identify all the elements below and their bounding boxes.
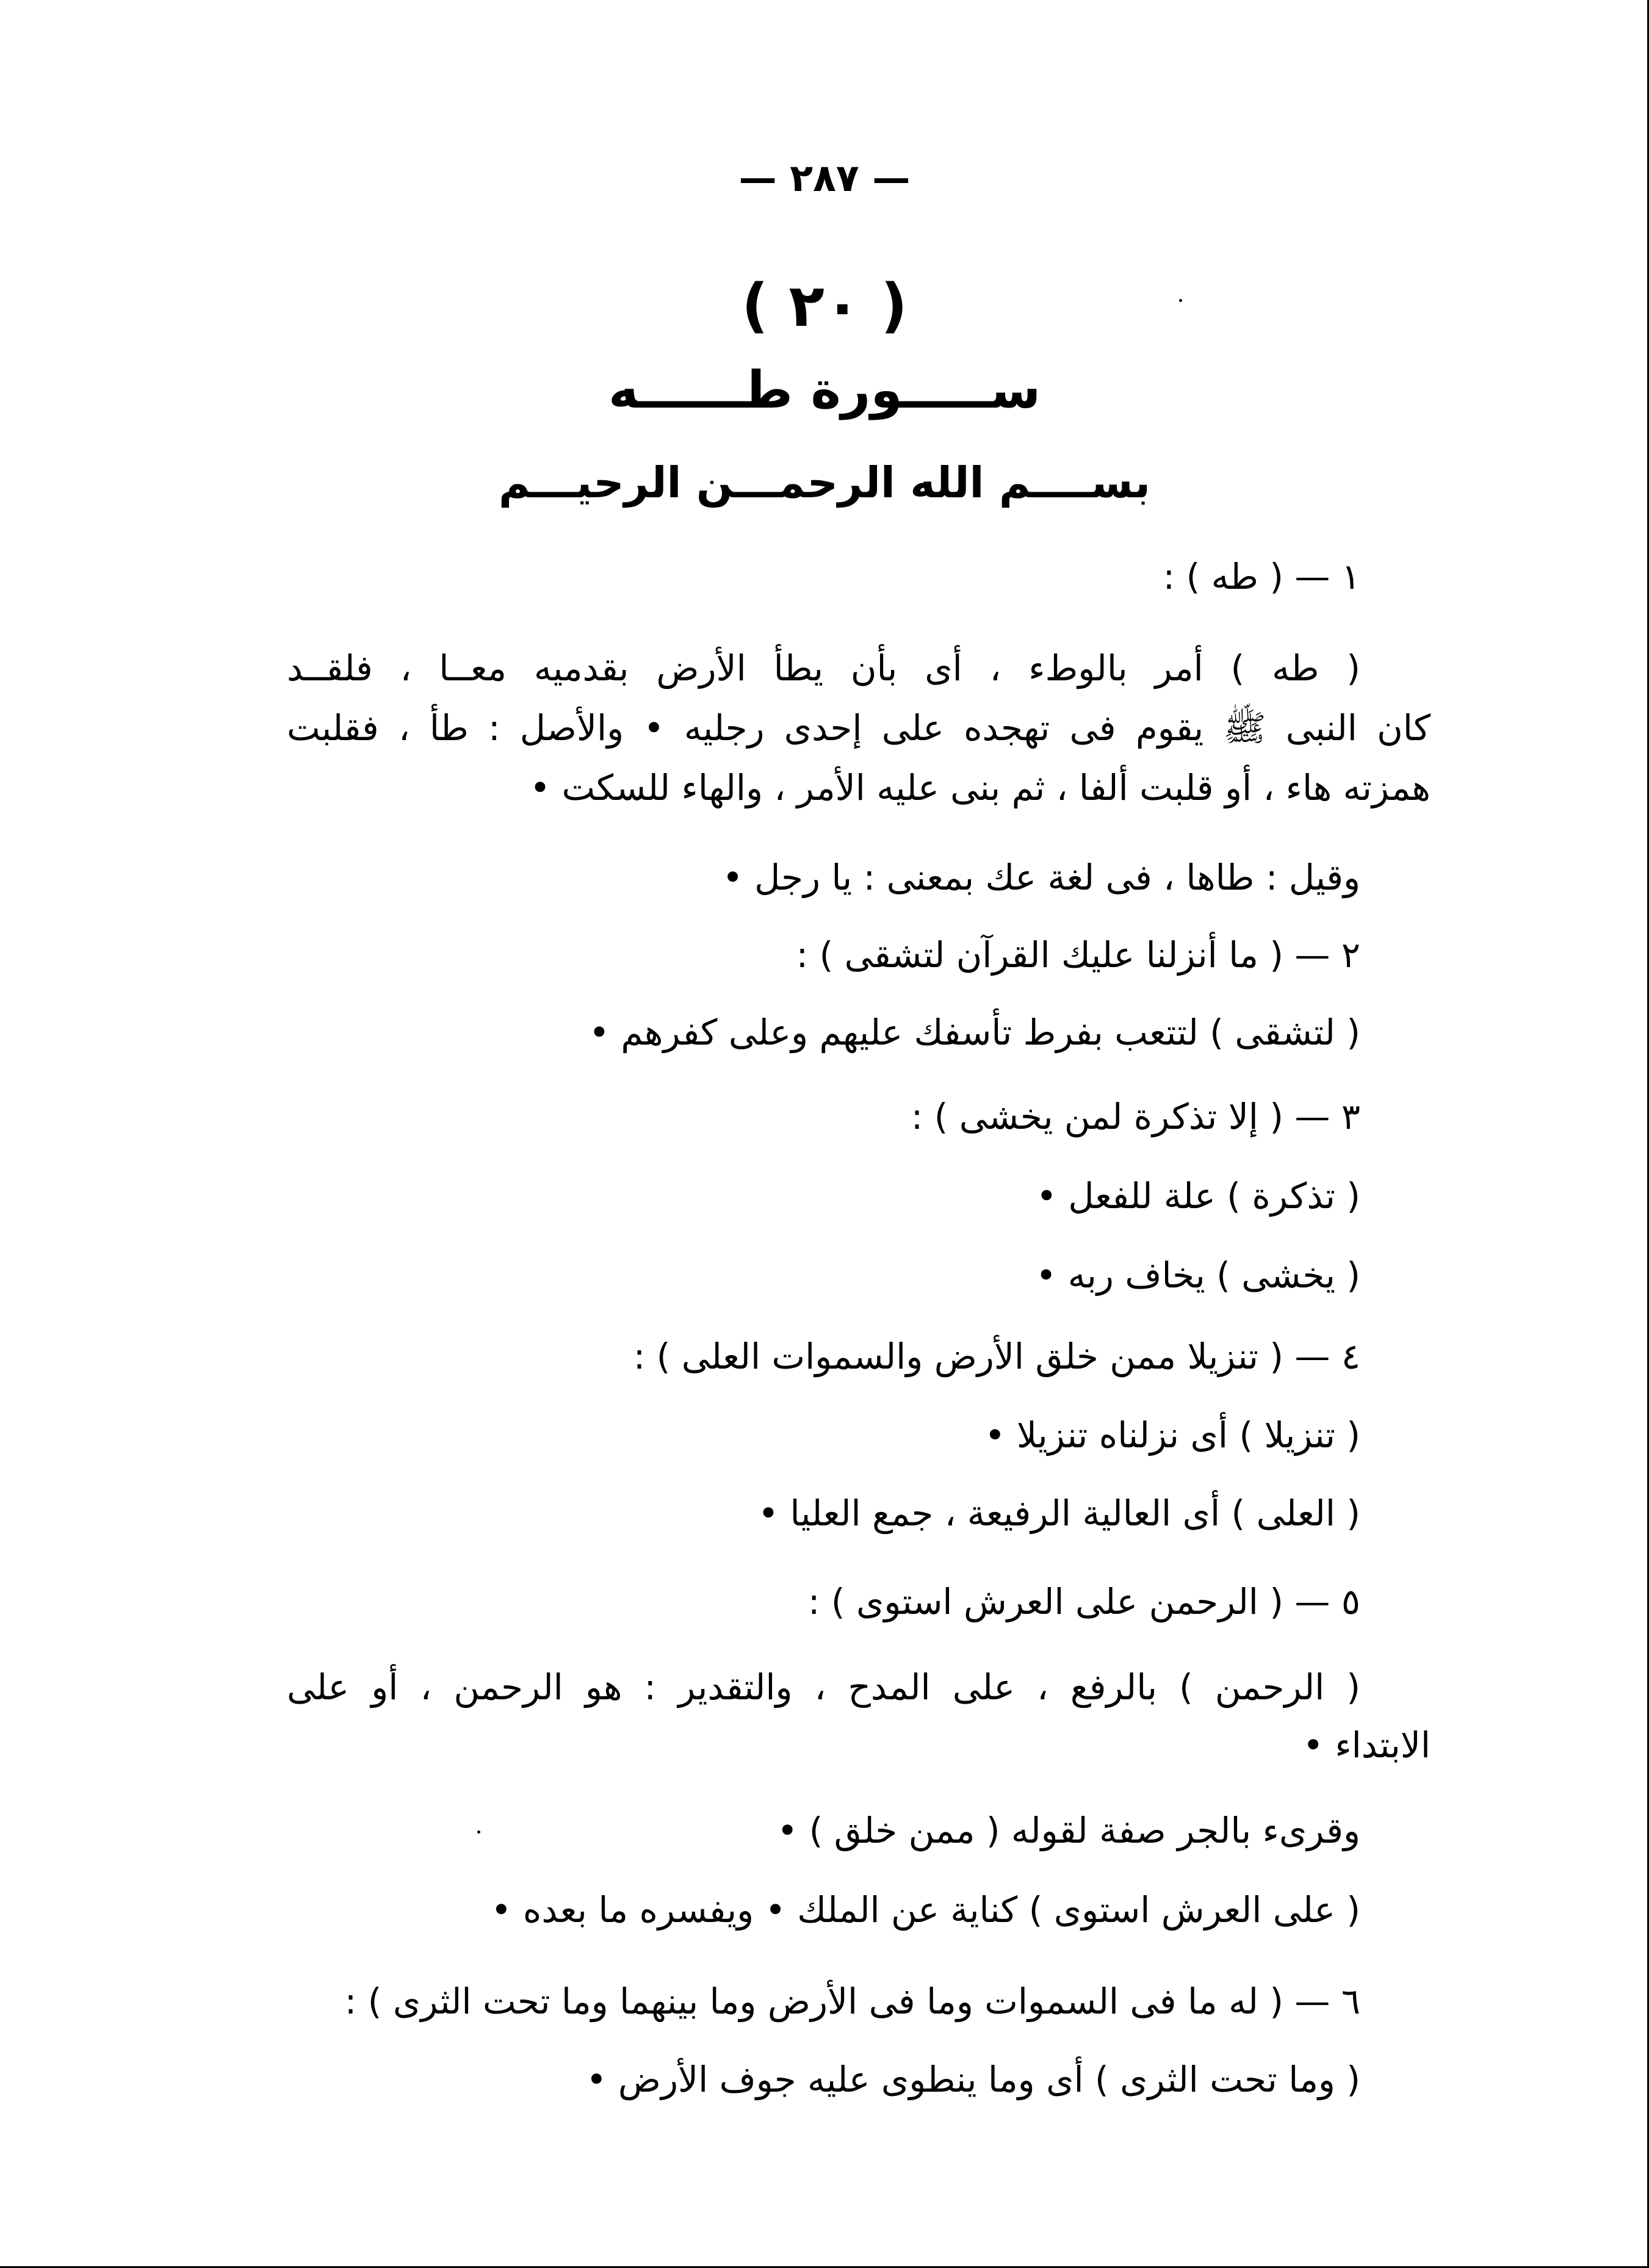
verse-3-heading: ٣ — ( إلا تذكرة لمن يخشى ) : xyxy=(911,1096,1360,1137)
verse-6-heading: ٦ — ( له ما فى السموات وما فى الأرض وما بينهما وما تحت الثرى ) : xyxy=(344,1981,1360,2022)
verse-4-commentary-2: ( العلى ) أى العالية الرفيعة ، جمع العليا • xyxy=(757,1492,1360,1534)
scan-speck xyxy=(1179,299,1182,302)
verse-5-note-1: وقرىء بالجر صفة لقوله ( ممن خلق ) • xyxy=(777,1810,1360,1851)
verse-5-heading: ٥ — ( الرحمن على العرش استوى ) : xyxy=(807,1581,1360,1622)
verse-6-commentary: ( وما تحت الثرى ) أى وما ينطوى عليه جوف الأرض • xyxy=(586,2059,1360,2100)
verse-4-commentary-1: ( تنزيلا ) أى نزلناه تنزيلا • xyxy=(984,1414,1360,1456)
verse-3-commentary-1: ( تذكرة ) علة للفعل • xyxy=(1036,1175,1360,1217)
page-number: — ٢٨٧ — xyxy=(738,156,911,200)
surah-number: ( ٢٠ ) xyxy=(742,272,907,340)
verse-2-commentary: ( لتشقى ) لتتعب بفرط تأسفك عليهم وعلى كفرهم • xyxy=(588,1012,1360,1053)
verse-1-commentary-line-2: كان النبى ﷺ يقوم فى تهجده على إحدى رجليه • والأصل : طأ ، فقلبت xyxy=(287,707,1431,749)
verse-5-commentary-line-1: ( الرحمن ) بالرفع ، على المدح ، والتقدير : هو الرحمن ، أو على xyxy=(287,1666,1360,1708)
verse-2-heading: ٢ — ( ما أنزلنا عليك القرآن لتشقى ) : xyxy=(796,934,1360,976)
basmala: بســــم الله الرحمـــن الرحيـــم xyxy=(498,458,1150,508)
verse-1-heading: ١ — ( طه ) : xyxy=(1163,556,1360,597)
verse-5-commentary-line-2: الابتداء • xyxy=(1302,1724,1431,1766)
surah-title: ســـــورة طــــــه xyxy=(608,360,1041,420)
verse-3-commentary-2: ( يخشى ) يخاف ربه • xyxy=(1036,1255,1360,1296)
verse-1-note: وقيل : طاها ، فى لغة عك بمعنى : يا رجل • xyxy=(722,857,1360,898)
verse-1-commentary-line-3: همزته هاء ، أو قلبت ألفا ، ثم بنى عليه الأمر ، والهاء للسكت • xyxy=(529,767,1431,808)
verse-1-commentary-line-1: ( طه ) أمر بالوطء ، أى بأن يطأ الأرض بقدميه معــا ، فلقــد xyxy=(287,647,1360,689)
verse-5-note-2: ( على العرش استوى ) كناية عن الملك • ويفسره ما بعده • xyxy=(491,1889,1360,1931)
verse-4-heading: ٤ — ( تنزيلا ممن خلق الأرض والسموات العلى ) : xyxy=(633,1336,1360,1377)
scan-speck xyxy=(477,1831,480,1834)
